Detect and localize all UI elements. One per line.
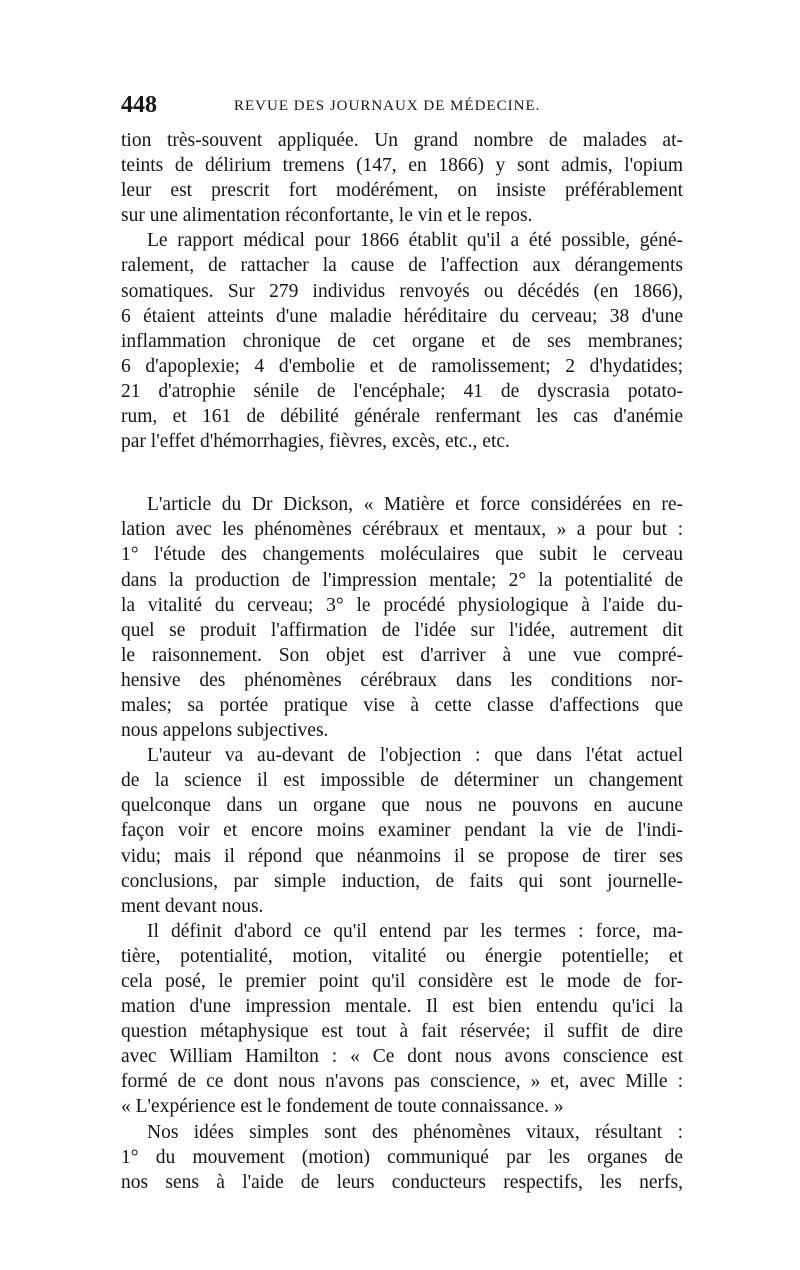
running-head: REVUE DES JOURNAUX DE MÉDECINE. <box>234 98 541 114</box>
text-line: « L'expérience est le fondement de toute connaissance. » <box>121 1096 564 1118</box>
page-header <box>121 92 681 122</box>
text-line: nous appelons subjectives. <box>121 720 329 742</box>
text-line: 6 d'apoplexie; 4 d'embolie et de ramolissement; 2 d'hydatides; <box>121 355 683 377</box>
text-line: ment devant nous. <box>121 895 264 917</box>
text-line: ralement, de rattacher la cause de l'affection aux dérangements <box>121 255 683 277</box>
page-number: 448 <box>121 92 157 118</box>
text-line: hensive des phénomènes cérébraux dans les conditions nor- <box>121 669 683 691</box>
text-line: L'auteur va au-devant de l'objection : que dans l'état actuel <box>147 745 683 767</box>
text-line: tion très-souvent appliquée. Un grand nombre de malades at- <box>121 130 683 151</box>
text-line: avec William Hamilton : « Ce dont nous avons conscience est <box>121 1046 683 1068</box>
text-line: inflammation chronique de cet organe et de ses membranes; <box>121 330 683 352</box>
text-line: sur une alimentation réconfortante, le vin et le repos. <box>121 205 533 227</box>
text-line: dans la production de l'impression mentale; 2° la potentialité de <box>121 569 683 591</box>
text-line: quel se produit l'affirmation de l'idée sur l'idée, autrement dit <box>121 619 683 641</box>
text-line: par l'effet d'hémorrhagies, fièvres, excès, etc., etc. <box>121 431 510 453</box>
text-line: leur est prescrit fort modérément, on insiste préférablement <box>121 180 683 202</box>
text-line: lation avec les phénomènes cérébraux et mentaux, » a pour but : <box>121 519 683 541</box>
section-gap <box>121 454 683 492</box>
text-line: de la science il est impossible de déterminer un changement <box>121 770 683 792</box>
text-line: vidu; mais il répond que néanmoins il se propose de tirer ses <box>121 845 683 867</box>
text-line: 6 étaient atteints d'une maladie héréditaire du cerveau; 38 d'une <box>121 305 683 327</box>
text-line: formé de ce dont nous n'avons pas conscience, » et, avec Mille : <box>121 1071 683 1093</box>
text-line: façon voir et encore moins examiner pendant la vie de l'indi- <box>121 820 683 842</box>
text-line: somatiques. Sur 279 individus renvoyés ou décédés (en 1866), <box>121 280 683 302</box>
text-line: la vitalité du cerveau; 3° le procédé physiologique à l'aide du- <box>121 594 683 616</box>
text-line: males; sa portée pratique vise à cette classe d'affections que <box>121 694 683 716</box>
text-line: le raisonnement. Son objet est d'arriver à une vue compré- <box>121 644 683 666</box>
text-line: Il définit d'abord ce qu'il entend par les termes : force, ma- <box>147 920 683 942</box>
text-line: 1° l'étude des changements moléculaires que subit le cerveau <box>121 544 683 566</box>
text-line: Le rapport médical pour 1866 établit qu'il a été possible, géné- <box>147 230 683 252</box>
text-line: conclusions, par simple induction, de faits qui sont journelle- <box>121 870 683 892</box>
text-line: 1° du mouvement (motion) communiqué par les organes de <box>121 1146 683 1168</box>
text-line: quelconque dans un organe que nous ne pouvons en aucune <box>121 795 683 817</box>
text-line: 21 d'atrophie sénile de l'encéphale; 41 de dyscrasia potato- <box>121 380 683 402</box>
text-line: mation d'une impression mentale. Il est bien entendu qu'ici la <box>121 996 683 1018</box>
text-line: question métaphysique est tout à fait réservée; il suffit de dire <box>121 1021 683 1043</box>
text-line: teints de délirium tremens (147, en 1866) y sont admis, l'opium <box>121 155 683 177</box>
text-line: L'article du Dr Dickson, « Matière et force considérées en re- <box>147 494 683 516</box>
text-line: tière, potentialité, motion, vitalité ou énergie potentielle; et <box>121 945 683 967</box>
text-line: cela posé, le premier point qu'il considère est le mode de for- <box>121 971 683 992</box>
text-line: nos sens à l'aide de leurs conducteurs respectifs, les nerfs, <box>121 1171 683 1193</box>
body-text <box>121 128 683 1195</box>
text-line: Nos idées simples sont des phénomènes vitaux, résultant : <box>147 1121 683 1143</box>
text-line: rum, et 161 de débilité générale renfermant les cas d'anémie <box>121 406 683 428</box>
